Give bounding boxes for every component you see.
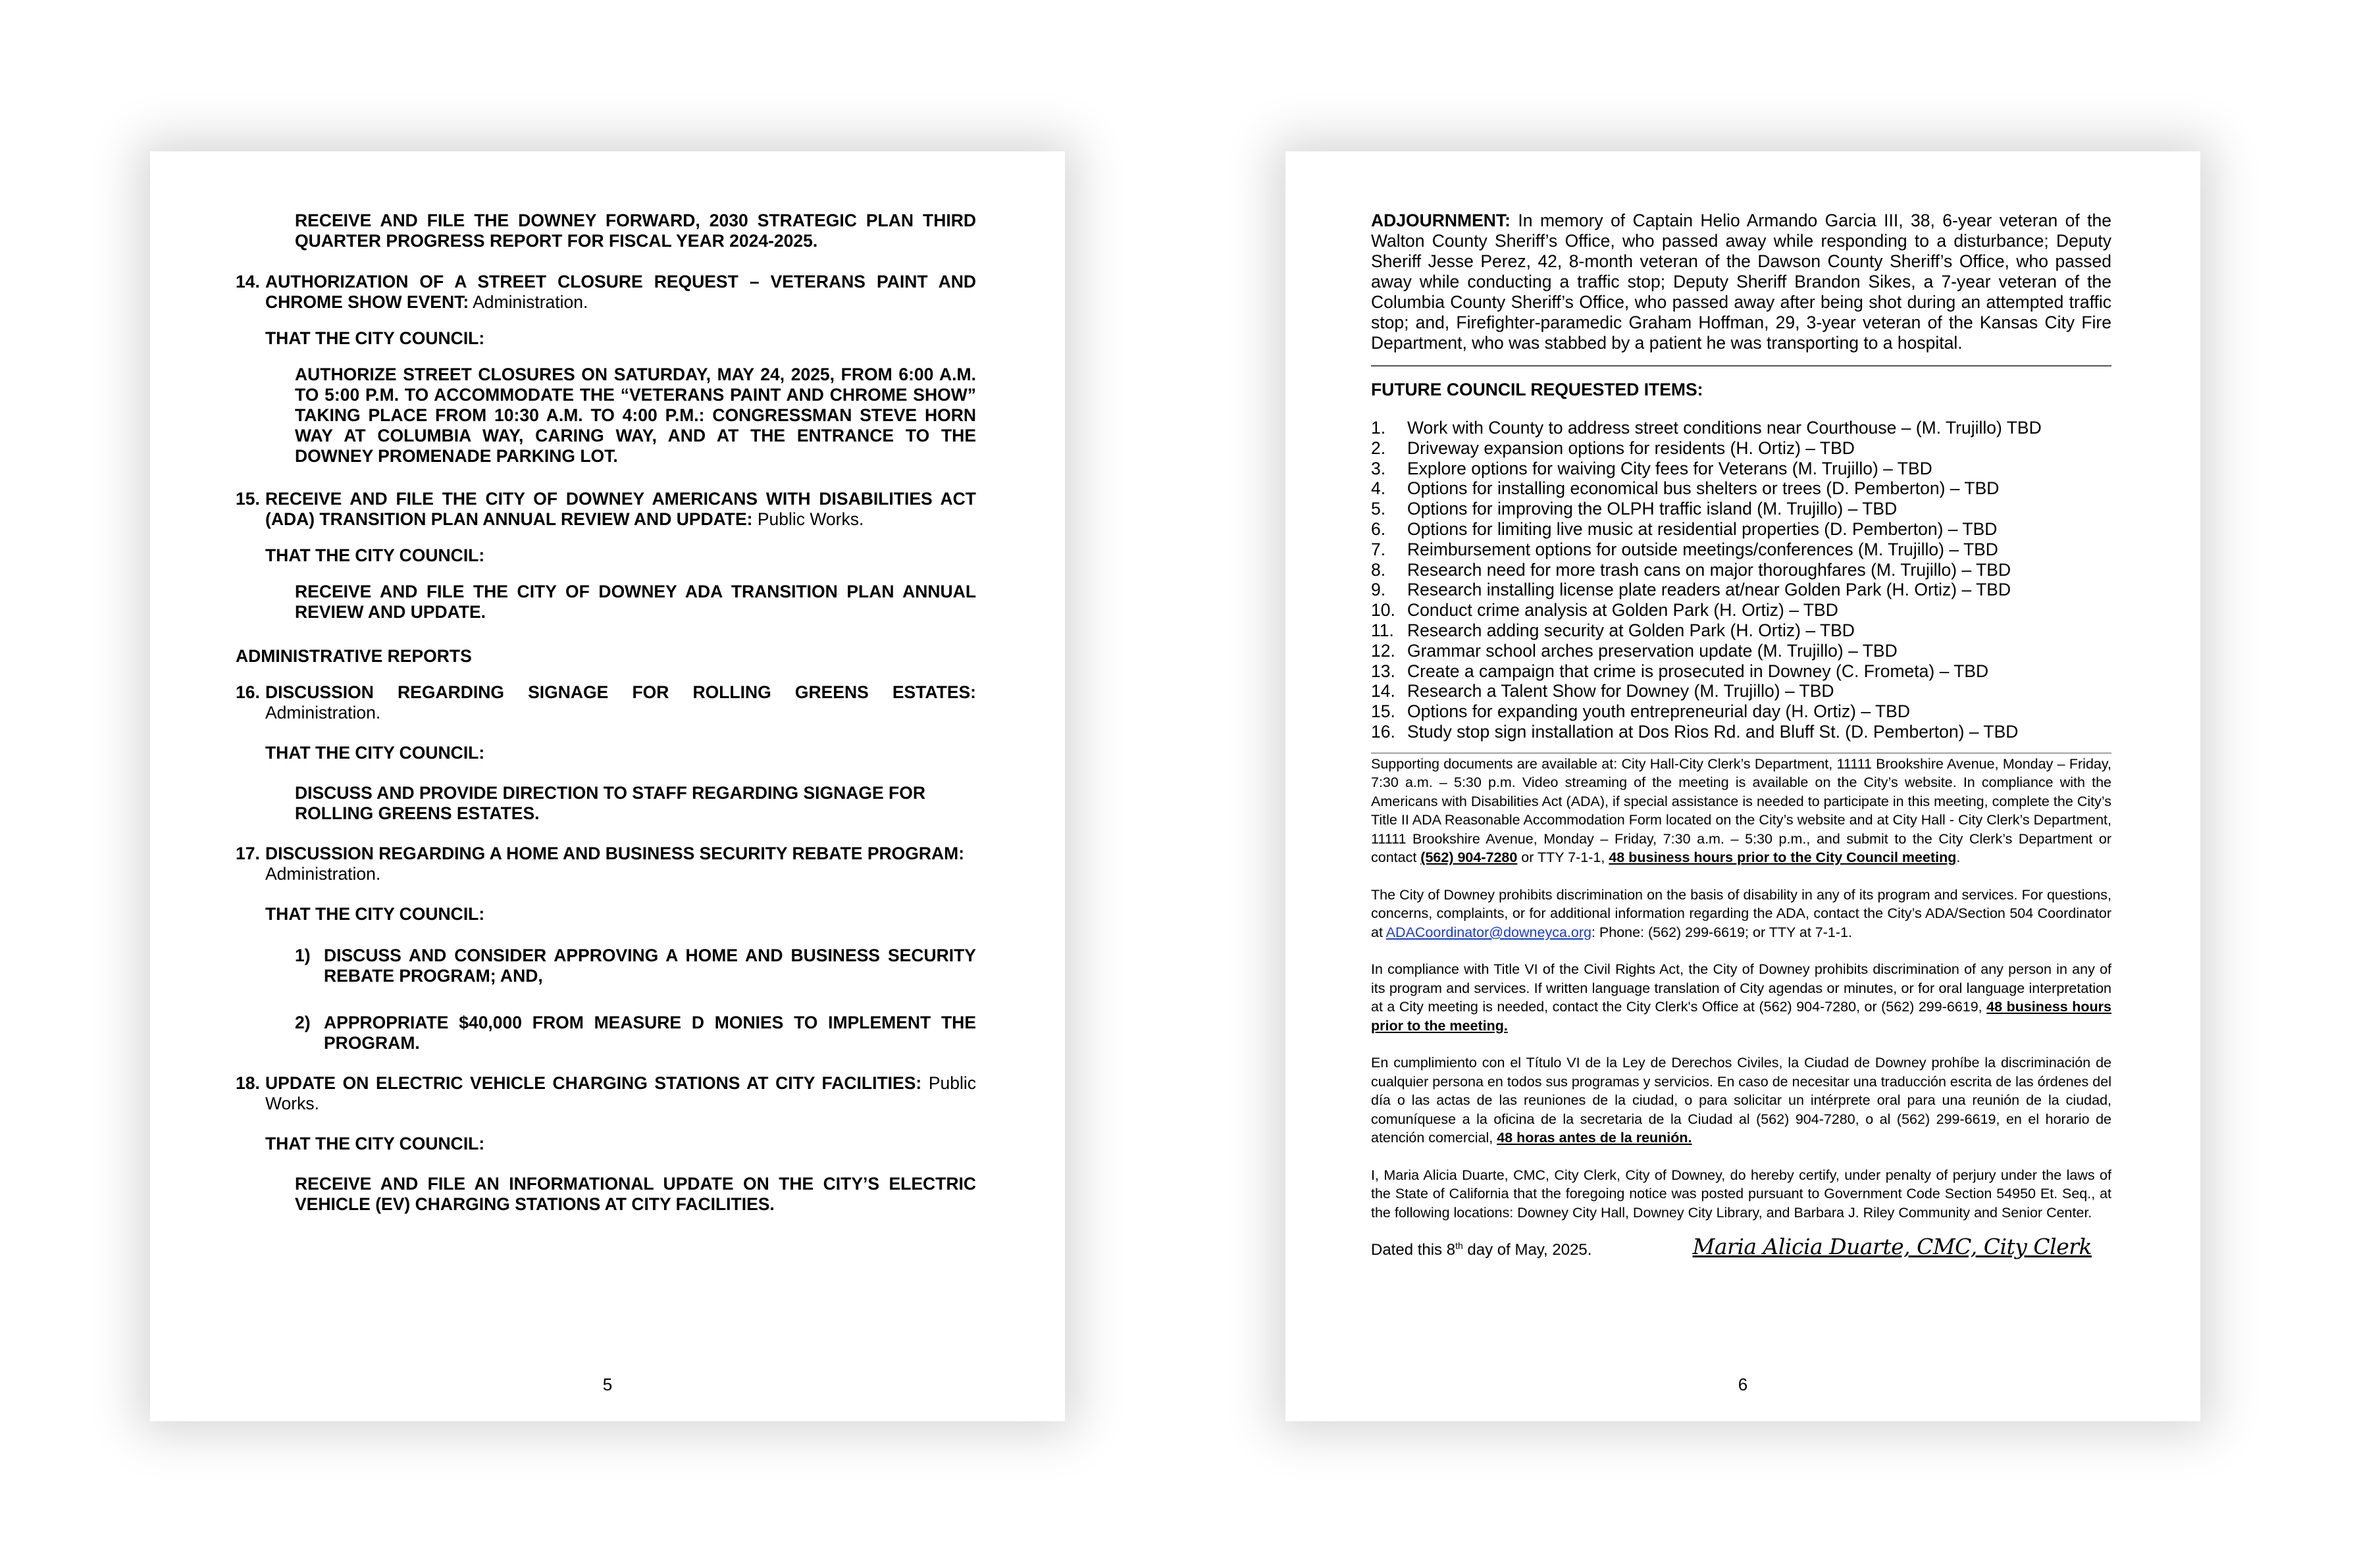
posting-certification: I, Maria Alicia Duarte, CMC, City Clerk, City of Downey, do hereby certify, under penalty of perjury under the laws of the State of California that the foregoing notice was posted pursuant to Government Code Section 54950 Et. Seq., at the following locations: Downey City Hall, Downey City Library, and Barbara J. Riley Community and Senior Center. bbox=[1371, 1167, 2111, 1221]
future-item-text: Work with County to address street conditions near Courthouse – (M. Trujillo) TBD bbox=[1407, 418, 2042, 438]
adjournment-text: In memory of Captain Helio Armando Garcia III, 38, 6-year veteran of the Walton County Sheriff’s Office, who passed away while responding to a disturbance; Deputy Sheriff Jesse Perez, 42, 8-month veteran of the Dawson County Sheriff’s Office, who passed away while conducting a traffic stop; Deputy Sheriff Brandon Sikes, a 7-year veteran of the Columbia County Sheriff’s Office, who passed away after being shot during an attempted traffic stop; and, Firefighter-paramedic Graham Hoffman, 29, 3-year veteran of the Kansas City Fire Department, who was stabbed by a patient he was transporting to a hospital. bbox=[1371, 211, 2111, 353]
future-item bbox=[1371, 701, 2111, 722]
item-16-action: DISCUSS AND PROVIDE DIRECTION TO STAFF REGARDING SIGNAGE FOR ROLLING GREENS ESTATES. bbox=[295, 783, 925, 823]
future-item bbox=[1371, 418, 2111, 438]
agenda-page-6 bbox=[1285, 151, 2200, 1421]
sub-action-number: 1) bbox=[295, 946, 311, 965]
item-15-action: RECEIVE AND FILE THE CITY OF DOWNEY ADA TRANSITION PLAN ANNUAL REVIEW AND UPDATE. bbox=[295, 582, 976, 622]
future-item bbox=[1371, 641, 2111, 661]
future-item-text: Driveway expansion options for residents (H. Ortiz) – TBD bbox=[1407, 438, 1855, 458]
item-department: Administration. bbox=[265, 703, 381, 722]
sub-action-text: APPROPRIATE $40,000 FROM MEASURE D MONIES TO IMPLEMENT THE PROGRAM. bbox=[324, 1013, 976, 1053]
dated-superscript: th bbox=[1455, 1240, 1463, 1251]
ada-discrimination-notice bbox=[1371, 886, 2111, 942]
item-number: 16. bbox=[236, 682, 260, 702]
item-17-sub-action-2 bbox=[295, 1013, 976, 1053]
page-number: 6 bbox=[1738, 1375, 1748, 1394]
title-vi-notice bbox=[1371, 960, 2111, 1035]
future-item-number: 6. bbox=[1371, 518, 1386, 539]
future-item-text: Conduct crime analysis at Golden Park (H. Ortiz) – TBD bbox=[1407, 600, 1838, 620]
that-city-council-label: THAT THE CITY COUNCIL: bbox=[265, 1134, 485, 1153]
future-item bbox=[1371, 661, 2111, 682]
future-item bbox=[1371, 560, 2111, 580]
notice-deadline: 48 business hours prior to the meeting. bbox=[1371, 999, 2111, 1034]
agenda-page-5 bbox=[150, 151, 1065, 1421]
future-item bbox=[1371, 499, 2111, 519]
supporting-documents-notice bbox=[1371, 755, 2111, 867]
future-items-list bbox=[1371, 418, 2111, 742]
notice-text: En cumplimiento con el Título VI de la Ley de Derechos Civiles, la Ciudad de Downey prohíbe la discriminación de cualquier persona en todos sus programas y servicios. En caso de necesitar una traducción escrita de las órdenes del día o las actas de las reuniones de la ciudad, o para solicitar un intérprete oral para una reunión de la ciudad, comuníquese a la oficina de la secretaria de la Ciudad al (562) 904-7280, o al (562) 299-6619, en el horario de atención comercial, bbox=[1371, 1055, 2111, 1146]
dated-text: day of May, 2025. bbox=[1462, 1240, 1592, 1259]
future-item-text: Research need for more trash cans on major thoroughfares (M. Trujillo) – TBD bbox=[1407, 559, 2011, 580]
future-item bbox=[1371, 681, 2111, 701]
future-item bbox=[1371, 722, 2111, 742]
notice-text: The City of Downey prohibits discrimination on the basis of disability in any of its program and services. For questions, concerns, complaints, or for additional information regarding the ADA, contact the City’s ADA/Section 504 Coordinator at bbox=[1371, 886, 2111, 940]
that-city-council-label: THAT THE CITY COUNCIL: bbox=[265, 904, 485, 924]
future-item bbox=[1371, 600, 2111, 620]
item-number: 15. bbox=[236, 489, 260, 509]
future-item-number: 14. bbox=[1371, 681, 1395, 701]
that-city-council-label: THAT THE CITY COUNCIL: bbox=[265, 545, 485, 565]
future-item-number: 8. bbox=[1371, 559, 1386, 580]
strategic-plan-action: RECEIVE AND FILE THE DOWNEY FORWARD, 2030 STRATEGIC PLAN THIRD QUARTER PROGRESS REPORT FOR FISCAL YEAR 2024-2025. bbox=[295, 211, 976, 251]
future-item bbox=[1371, 620, 2111, 641]
notice-deadline: 48 business hours prior to the City Council meeting bbox=[1609, 849, 1957, 866]
future-item bbox=[1371, 478, 2111, 499]
future-item-text: Explore options for waiving City fees for Veterans (M. Trujillo) – TBD bbox=[1407, 458, 1932, 478]
agenda-item-15 bbox=[236, 489, 976, 530]
future-item-text: Grammar school arches preservation update (M. Trujillo) – TBD bbox=[1407, 640, 1898, 661]
future-items-heading: FUTURE COUNCIL REQUESTED ITEMS: bbox=[1371, 380, 1703, 399]
item-title: DISCUSSION REGARDING A HOME AND BUSINESS SECURITY REBATE PROGRAM: bbox=[265, 844, 965, 863]
item-title: RECEIVE AND FILE THE CITY OF DOWNEY AMERICANS WITH DISABILITIES ACT (ADA) TRANSITION PLAN ANNUAL REVIEW AND UPDATE: bbox=[265, 489, 976, 529]
that-city-council-label: THAT THE CITY COUNCIL: bbox=[265, 328, 485, 348]
item-title: AUTHORIZATION OF A STREET CLOSURE REQUEST – VETERANS PAINT AND CHROME SHOW EVENT: bbox=[265, 272, 976, 312]
future-item bbox=[1371, 540, 2111, 560]
administrative-reports-heading: ADMINISTRATIVE REPORTS bbox=[236, 646, 472, 666]
item-14-action: AUTHORIZE STREET CLOSURES ON SATURDAY, MAY 24, 2025, FROM 6:00 A.M. TO 5:00 P.M. TO ACCOMMODATE THE “VETERANS PAINT AND CHROME SHOW” TAKING PLACE FROM 10:30 A.M. TO 4:00 P.M.: CONGRESSMAN STEVE HORN WAY AT COLUMBIA WAY, CARING WAY, AND AT THE ENTRANCE TO THE DOWNEY PROMENADE PARKING LOT. bbox=[295, 365, 976, 466]
future-item-number: 7. bbox=[1371, 539, 1386, 559]
future-item-number: 9. bbox=[1371, 580, 1386, 600]
item-department: Administration. bbox=[469, 292, 588, 312]
future-item-number: 15. bbox=[1371, 701, 1395, 722]
future-item-number: 10. bbox=[1371, 600, 1395, 620]
future-item-text: Options for improving the OLPH traffic island (M. Trujillo) – TBD bbox=[1407, 499, 1898, 519]
future-item-number: 16. bbox=[1371, 721, 1395, 742]
item-number: 18. bbox=[236, 1073, 260, 1093]
that-city-council-label: THAT THE CITY COUNCIL: bbox=[265, 743, 485, 763]
future-item-text: Options for limiting live music at residential properties (D. Pemberton) – TBD bbox=[1407, 518, 1998, 539]
future-item-number: 13. bbox=[1371, 661, 1395, 681]
adjournment-label: ADJOURNMENT: bbox=[1371, 211, 1511, 230]
item-title: UPDATE ON ELECTRIC VEHICLE CHARGING STATIONS AT CITY FACILITIES: bbox=[265, 1073, 922, 1093]
item-department: Administration. bbox=[265, 864, 381, 884]
future-item-text: Options for expanding youth entrepreneurial day (H. Ortiz) – TBD bbox=[1407, 701, 1910, 722]
future-item-number: 4. bbox=[1371, 478, 1386, 499]
future-item-text: Research adding security at Golden Park (H. Ortiz) – TBD bbox=[1407, 620, 1855, 640]
dated-text: Dated this 8 bbox=[1371, 1240, 1456, 1259]
future-item-text: Create a campaign that crime is prosecuted in Downey (C. Frometa) – TBD bbox=[1407, 661, 1989, 681]
future-item-text: Study stop sign installation at Dos Rios Rd. and Bluff St. (D. Pemberton) – TBD bbox=[1407, 721, 2019, 742]
notice-text: . bbox=[1956, 849, 1961, 866]
spanish-title-vi-notice bbox=[1371, 1053, 2111, 1148]
future-item-number: 1. bbox=[1371, 418, 1386, 438]
future-item-number: 5. bbox=[1371, 499, 1386, 519]
item-title: DISCUSSION REGARDING SIGNAGE FOR ROLLING GREENS ESTATES: bbox=[265, 682, 976, 702]
ada-coordinator-email-link[interactable]: ADACoordinator@downeyca.org bbox=[1385, 924, 1591, 940]
adjournment-paragraph bbox=[1371, 211, 2111, 353]
dated-line bbox=[1371, 1236, 1591, 1260]
page-number: 5 bbox=[602, 1375, 613, 1394]
notice-deadline: 48 horas antes de la reunión. bbox=[1497, 1130, 1692, 1146]
future-item bbox=[1371, 519, 2111, 540]
agenda-item-16 bbox=[236, 682, 976, 723]
clerk-signature: Maria Alicia Duarte, CMC, City Clerk bbox=[1692, 1234, 2092, 1260]
future-item-number: 2. bbox=[1371, 438, 1386, 458]
item-department: Public Works. bbox=[752, 509, 864, 529]
clerk-phone: (562) 904-7280 bbox=[1420, 849, 1518, 866]
future-item bbox=[1371, 580, 2111, 600]
agenda-item-18 bbox=[236, 1073, 976, 1114]
future-item bbox=[1371, 438, 2111, 459]
item-17-sub-action-1 bbox=[295, 946, 976, 986]
item-department: Public Works. bbox=[265, 1073, 976, 1113]
item-number: 17. bbox=[236, 844, 260, 863]
future-item-text: Reimbursement options for outside meetings/conferences (M. Trujillo) – TBD bbox=[1407, 539, 1998, 559]
dated-signature-row bbox=[1371, 1234, 2111, 1259]
notice-text: or TTY 7-1-1, bbox=[1517, 849, 1609, 866]
notice-text: : Phone: (562) 299-6619; or TTY at 7-1-1. bbox=[1591, 924, 1852, 940]
notice-text: Supporting documents are available at: City Hall-City Clerk’s Department, 11111 Brookshire Avenue, Monday – Friday, 7:30 a.m. – 5:30 p.m. Video streaming of the meeting is available on the City’s website. In compliance with the Americans with Disabilities Act (ADA), if special assistance is needed to participate in this meeting, complete the City’s Title II ADA Reasonable Accommodation Form located on the City’s website and at City Hall - City Clerk’s Department, 11111 Brookshire Avenue, Monday – Friday, 7:30 a.m. – 5:30 p.m., and submit to the City Clerk’s Department or contact bbox=[1371, 755, 2111, 866]
future-item-text: Research a Talent Show for Downey (M. Trujillo) – TBD bbox=[1407, 681, 1834, 701]
agenda-item-17 bbox=[236, 844, 976, 884]
notice-text: In compliance with Title VI of the Civil Rights Act, the City of Downey prohibits discrimination of any person in any of its program and services. If written language translation of City agendas or minutes, or for oral language interpretation at a City meeting is needed, contact the City Clerk's Office at (562) 904-7280, or (562) 299-6619, bbox=[1371, 961, 2111, 1015]
future-item-number: 11. bbox=[1371, 620, 1394, 640]
future-item-number: 3. bbox=[1371, 458, 1386, 478]
future-item bbox=[1371, 459, 2111, 479]
future-item-number: 12. bbox=[1371, 640, 1395, 661]
section-divider bbox=[1371, 365, 2111, 367]
agenda-item-14 bbox=[236, 272, 976, 313]
future-item-text: Research installing license plate readers at/near Golden Park (H. Ortiz) – TBD bbox=[1407, 580, 2011, 600]
item-18-action: RECEIVE AND FILE AN INFORMATIONAL UPDATE ON THE CITY’S ELECTRIC VEHICLE (EV) CHARGING STATIONS AT CITY FACILITIES. bbox=[295, 1174, 976, 1214]
future-item-text: Options for installing economical bus shelters or trees (D. Pemberton) – TBD bbox=[1407, 478, 2000, 499]
sub-action-number: 2) bbox=[295, 1013, 311, 1032]
sub-action-text: DISCUSS AND CONSIDER APPROVING A HOME AND BUSINESS SECURITY REBATE PROGRAM; AND, bbox=[324, 946, 976, 986]
item-number: 14. bbox=[236, 272, 260, 291]
